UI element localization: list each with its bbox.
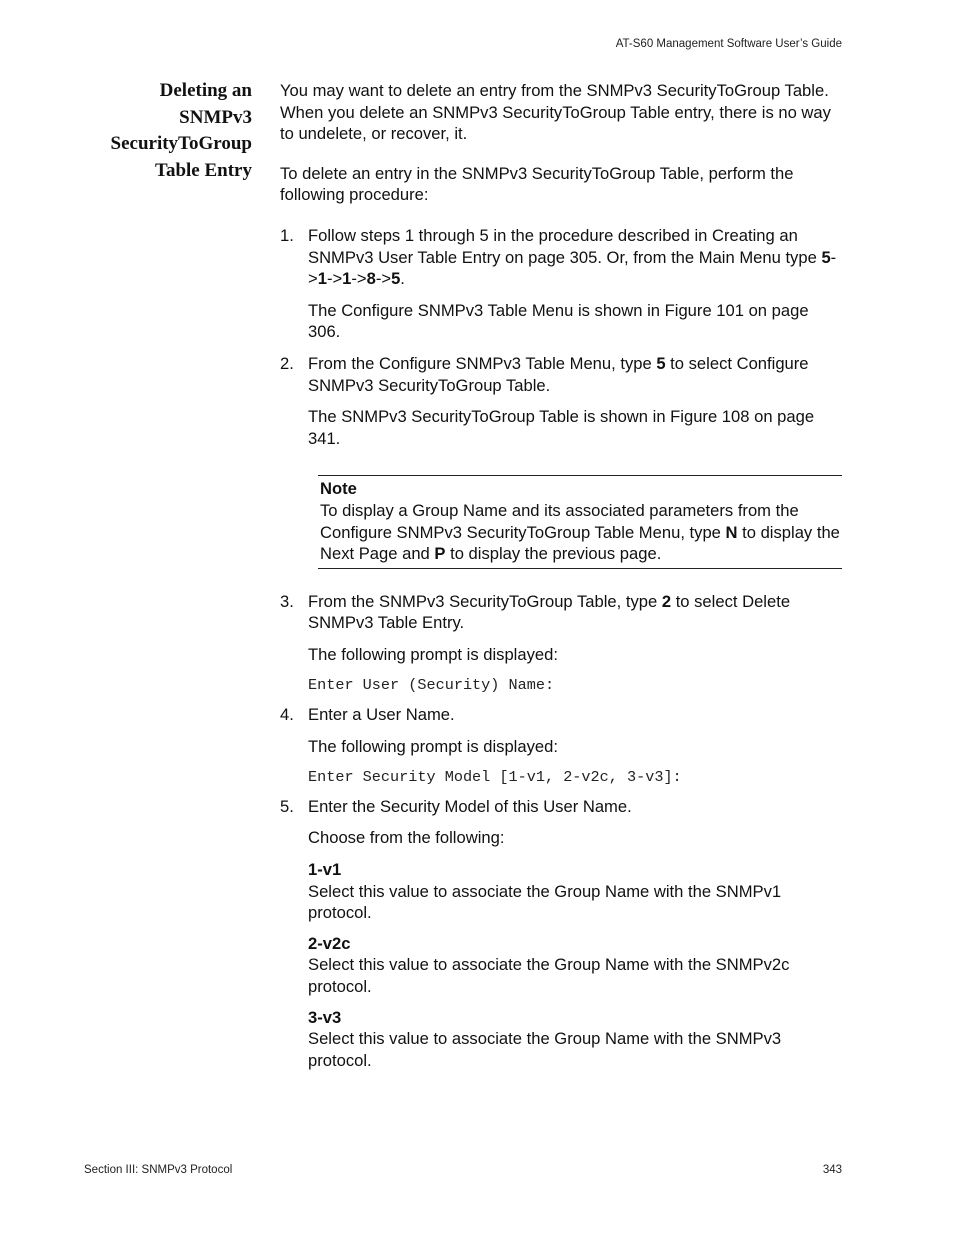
key: 1	[317, 269, 327, 289]
prompt-code: Enter User (Security) Name:	[308, 676, 555, 695]
page-number: 343	[822, 1164, 842, 1176]
section-heading-line: Table Entry	[155, 159, 252, 181]
note-text-part: to display the previous page.	[445, 544, 662, 564]
option-description: Select this value to associate the Group Name with the SNMPv2c protocol.	[308, 955, 790, 996]
step-text-part: to select Configure SNMPv3 SecurityToGroup Table.	[308, 353, 809, 395]
option-term: 3-v3	[308, 1007, 342, 1027]
option-description: Select this value to associate the Group Name with the SNMPv3 protocol.	[308, 1029, 782, 1070]
key: N	[725, 522, 738, 542]
section-heading	[80, 78, 252, 184]
key-arrow: ->	[375, 269, 392, 289]
body-text	[280, 80, 842, 1080]
step-text-part: to select Delete SNMPv3 Table Entry.	[308, 591, 791, 633]
key: 5	[656, 353, 666, 373]
step-5	[280, 796, 842, 1072]
step-text-part: From the Configure SNMPv3 Table Menu, type	[308, 353, 657, 373]
step-text	[308, 225, 842, 290]
step-text: Enter the Security Model of this User Name.	[308, 796, 632, 816]
key: 5	[391, 269, 401, 289]
key: P	[434, 544, 446, 564]
note-text	[320, 500, 840, 565]
step-number: 1.	[280, 225, 294, 245]
step-4	[280, 704, 842, 789]
step-text-part: From the SNMPv3 SecurityToGroup Table, type	[308, 591, 662, 611]
note-text-part: To display a Group Name and its associated parameters from the Configure SNMPv3 SecurityToGroup Table Menu, type	[320, 500, 799, 542]
key: 8	[366, 269, 376, 289]
step-text-part: Follow steps 1 through 5 in the procedure described in Creating an SNMPv3 User Table Entry on page 305. Or, from the Main Menu type	[308, 225, 822, 267]
step-number: 2.	[280, 353, 294, 373]
prompt-code: Enter Security Model [1-v1, 2-v2c, 3-v3]:	[308, 768, 682, 787]
option-description: Select this value to associate the Group Name with the SNMPv1 protocol.	[308, 881, 782, 923]
option-term: 2-v2c	[308, 933, 351, 953]
note-text-part: to display the Next Page and	[320, 522, 840, 564]
key-arrow: ->	[326, 269, 343, 289]
step-number: 4.	[280, 705, 294, 725]
step-subtext: The Configure SNMPv3 Table Menu is shown in Figure 101 on page 306.	[308, 300, 809, 342]
running-head: AT-S60 Management Software User’s Guide	[615, 38, 842, 50]
step-text: Enter a User Name.	[308, 705, 455, 725]
footer-section: Section III: SNMPv3 Protocol	[84, 1164, 233, 1176]
intro-paragraph: You may want to delete an entry from the SNMPv3 SecurityToGroup Table. When you delete an SNMPv3 SecurityToGroup Table entry, there is no way to undelete, or recover, it.	[280, 81, 831, 144]
key-arrow: ->	[351, 269, 367, 289]
step-1	[280, 225, 842, 343]
step-text-part: .	[400, 269, 405, 289]
step-subtext: The following prompt is displayed:	[308, 736, 558, 756]
key-arrow: ->	[308, 247, 837, 289]
key: 2	[661, 591, 672, 611]
step-subtext: The SNMPv3 SecurityToGroup Table is shown in Figure 108 on page 341.	[308, 407, 815, 448]
step-number: 5.	[280, 796, 294, 816]
section-heading-line: SecurityToGroup	[110, 133, 252, 154]
section-heading-line: Deleting an	[159, 80, 252, 101]
step-subtext: Choose from the following:	[308, 828, 505, 848]
note-box	[318, 475, 842, 568]
step-text	[308, 353, 842, 396]
note-title: Note	[320, 479, 357, 499]
intro-paragraph: To delete an entry in the SNMPv3 SecurityToGroup Table, perform the following procedure:	[280, 163, 794, 205]
option-term: 1-v1	[308, 860, 342, 880]
step-2	[280, 353, 842, 569]
step-number: 3.	[280, 591, 294, 611]
step-text	[308, 591, 842, 634]
section-heading-line: SNMPv3	[179, 106, 252, 128]
key: 5	[821, 247, 831, 267]
key: 1	[342, 269, 352, 289]
step-3	[280, 591, 842, 697]
step-subtext: The following prompt is displayed:	[308, 644, 558, 664]
